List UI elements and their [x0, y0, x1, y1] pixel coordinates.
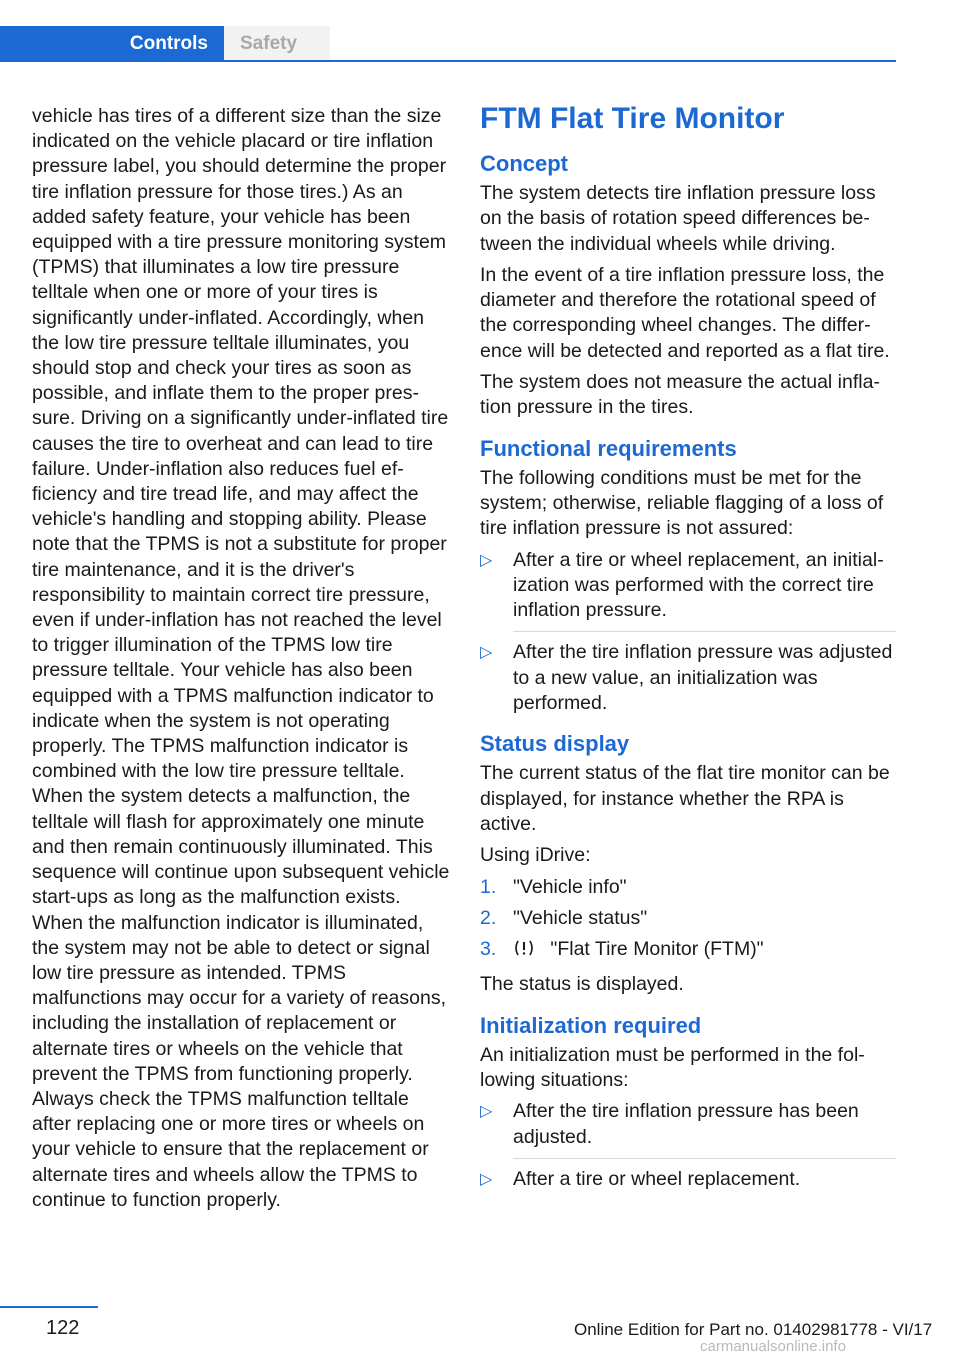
triangle-bullet-icon: ▷: [480, 1170, 493, 1188]
concept-text-2: In the event of a tire inflation pressure loss, the diameter and therefore the rotational speed of the corresponding wheel changes. The difference will be detected and reported as a flat tire.: [480, 263, 890, 362]
status-using: Using iDrive:: [480, 844, 591, 867]
list-item: [480, 1099, 896, 1159]
functional-intro: The following conditions must be met for the system; otherwise, reliable flagging of a loss of tire inflation pressure is not assured:: [480, 466, 884, 540]
list-item-text: After a tire or wheel replacement, an initialization was performed with the correct tire inflation pressure.: [513, 548, 884, 622]
list-item: [480, 937, 896, 962]
init-list: [480, 1099, 896, 1192]
step-text: "Vehicle status": [513, 906, 648, 929]
step-text: "Flat Tire Monitor (FTM)": [550, 938, 764, 961]
list-item: [480, 548, 896, 633]
page-header: [0, 0, 960, 64]
list-item: [480, 875, 896, 900]
list-item: [480, 640, 896, 716]
watermark: carmanualsonline.info: [700, 1338, 846, 1355]
section-title: FTM Flat Tire Monitor: [480, 102, 785, 135]
right-column: [480, 100, 896, 1202]
step-number: 2.: [480, 906, 497, 929]
status-result: The status is displayed.: [480, 973, 684, 996]
init-intro: An initialization must be performed in the following situations:: [480, 1043, 865, 1092]
tab-controls[interactable]: Controls: [0, 26, 224, 61]
triangle-bullet-icon: ▷: [480, 644, 493, 662]
step-number: 1.: [480, 875, 497, 898]
header-divider: [0, 60, 896, 62]
status-intro: The current status of the flat tire monitor can be displayed, for instance whether the RPA is active.: [480, 762, 890, 835]
triangle-bullet-icon: ▷: [480, 1103, 493, 1121]
triangle-bullet-icon: ▷: [480, 551, 493, 569]
edition-note: Online Edition for Part no. 01402981778 - VI/17: [574, 1320, 933, 1339]
concept-text-3: The system does not measure the actual inflation pressure in the tires.: [480, 371, 880, 419]
list-divider: [513, 1158, 896, 1159]
flat-tire-warning-icon: [513, 938, 535, 958]
step-number: 3.: [480, 938, 497, 961]
status-heading: Status display: [480, 731, 630, 757]
list-item-text: After the tire inflation pressure was adjusted to a new value, an initialization was performed.: [513, 641, 893, 715]
tab-safety[interactable]: Safety: [224, 26, 330, 61]
page-number: 122: [46, 1317, 80, 1339]
tpms-paragraph: vehicle has tires of a different size than the size indicated on the vehicle placard or tire inflation pressure label, you should determine the proper tire inflation pressure for those tires.) As an added safety feature, your vehicle has been equipped with a tire pressure monitoring system (TPMS) that illuminates a low tire pressure telltale when one or more of your tires is significantly under-inflated. Accordingly, when the low tire pressure telltale illuminates, you should stop and check your tires as soon as possible, and inflate them to the proper pressure. Driving on a significantly under-inflated tire causes the tire to overheat and can lead to tire failure. Under-inflation also reduces fuel efficiency and tire tread life, and may affect the vehicle's handling and stopping ability. Please note that the TPMS is not a substitute for proper tire maintenance, and it is the driver's responsibility to maintain correct tire pressure, even if under-inflation has not reached the level to trigger illumination of the TPMS low tire pressure telltale. Your vehicle has also been equipped with a TPMS malfunction indicator to indicate when the system is not operating properly. The TPMS malfunction indicator is combined with the low tire pressure telltale. When the system detects a malfunction, the telltale will flash for approximately one minute and then remain continuously illuminated. This sequence will continue upon subsequent vehicle start-ups as long as the malfunction exists. When the malfunction indicator is illuminated, the system may not be able to detect or signal low tire pressure as intended. TPMS malfunctions may occur for a variety of reasons, including the installation of replacement or alternate tires or wheels on the vehicle that prevent the TPMS from functioning properly. Always check the TPMS malfunction telltale after replacing one or more tires or wheels on your vehicle to ensure that the replacement or alternate tires and wheels allow the TPMS to continue to function properly.: [32, 105, 450, 1211]
list-item-text: After a tire or wheel replacement.: [513, 1167, 801, 1190]
list-item-text: After the tire inflation pressure has been adjusted.: [513, 1100, 859, 1148]
left-column: [32, 104, 450, 1213]
functional-list: [480, 548, 896, 717]
status-steps: [480, 875, 896, 963]
list-divider: [513, 631, 896, 632]
step-text: "Vehicle info": [513, 875, 627, 898]
functional-heading: Functional requirements: [480, 435, 737, 461]
list-item: [480, 906, 896, 931]
footer-divider: [0, 1306, 98, 1308]
init-heading: Initialization required: [480, 1012, 702, 1038]
concept-text-1: The system detects tire inflation pressure loss on the basis of rotation speed differences between the individual wheels while driving.: [480, 182, 876, 255]
concept-heading: Concept: [480, 151, 568, 176]
list-item: [480, 1167, 896, 1192]
